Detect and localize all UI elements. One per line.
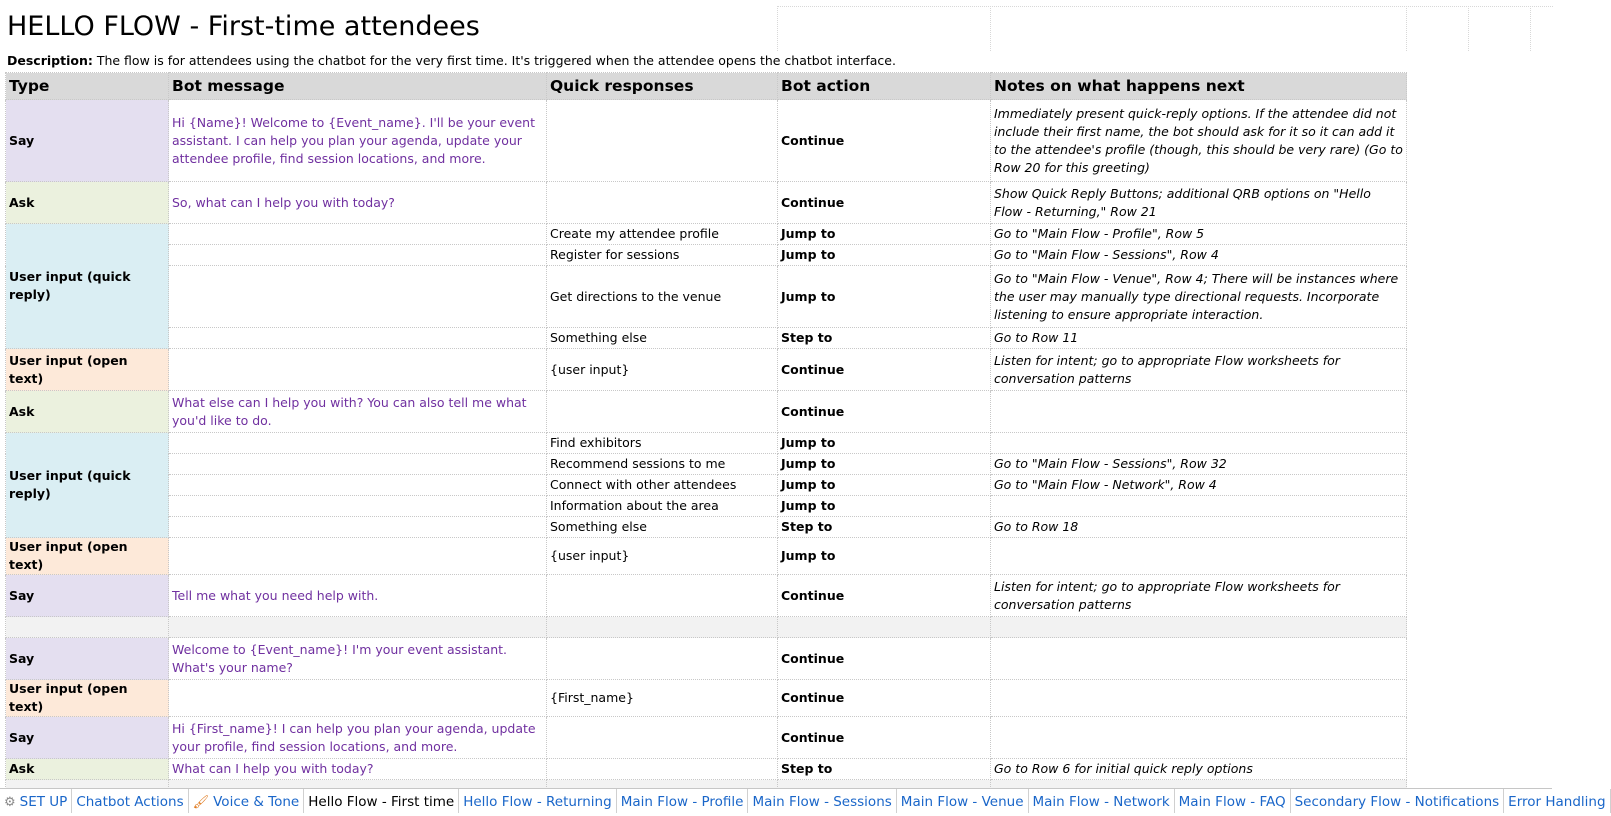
tab-main-flow-network[interactable] xyxy=(1029,789,1175,813)
tab-chatbot-actions[interactable] xyxy=(72,789,188,813)
tab-hello-flow-first-time[interactable] xyxy=(304,789,459,813)
table-row xyxy=(6,475,1407,496)
tab-main-flow-profile[interactable] xyxy=(617,789,749,813)
table-row xyxy=(6,182,1407,224)
type-cell[interactable]: Say xyxy=(6,575,169,617)
empty-cell[interactable] xyxy=(991,617,1407,638)
table-row xyxy=(6,245,1407,266)
bot-action-cell[interactable]: Step to xyxy=(778,328,991,349)
bot-message-cell[interactable]: Hi {Name}! Welcome to {Event_name}. I'll be your event assistant. I can help you plan your agenda, update your attendee profile, find session locations, and more. xyxy=(169,100,547,182)
quick-response-cell[interactable]: {user input} xyxy=(547,538,778,575)
gear-icon: ⚙ xyxy=(4,795,16,810)
tab-hello-flow-returning[interactable] xyxy=(459,789,616,813)
tab-error-handling[interactable] xyxy=(1504,789,1610,813)
type-cell[interactable]: Ask xyxy=(6,759,169,780)
quick-response-cell[interactable]: {user input} xyxy=(547,349,778,391)
type-cell[interactable]: User input (open text) xyxy=(6,349,169,391)
bot-action-cell[interactable]: Jump to xyxy=(778,245,991,266)
empty-cell[interactable] xyxy=(169,617,547,638)
notes-cell[interactable] xyxy=(991,433,1407,454)
grid-cell[interactable] xyxy=(990,6,1407,51)
quick-response-cell[interactable]: Find exhibitors xyxy=(547,433,778,454)
quick-response-cell[interactable] xyxy=(547,717,778,759)
table-row xyxy=(6,224,1407,245)
bot-message-cell[interactable] xyxy=(169,266,547,328)
notes-cell[interactable] xyxy=(991,638,1407,680)
table-row xyxy=(6,100,1407,182)
bot-message-cell[interactable]: Tell me what you need help with. xyxy=(169,575,547,617)
bot-message-cell[interactable] xyxy=(169,454,547,475)
empty-cell[interactable] xyxy=(547,617,778,638)
empty-cell[interactable] xyxy=(778,617,991,638)
bot-action-cell[interactable]: Continue xyxy=(778,391,991,433)
table-row xyxy=(6,454,1407,475)
notes-cell[interactable] xyxy=(991,391,1407,433)
tab-label: Voice & Tone xyxy=(213,794,300,810)
table-row xyxy=(6,517,1407,538)
quick-response-cell[interactable]: Get directions to the venue xyxy=(547,266,778,328)
notes-cell[interactable]: Go to Row 18 xyxy=(991,517,1407,538)
header-quick-responses[interactable]: Quick responses xyxy=(547,73,778,100)
quick-response-cell[interactable]: Connect with other attendees xyxy=(547,475,778,496)
tab-label: Secondary Flow - Notifications xyxy=(1294,794,1500,810)
notes-cell[interactable]: Go to "Main Flow - Venue", Row 4; There will be instances where the user may manually type directional requests. Incorporate listening to ensure appropriate interaction. xyxy=(991,266,1407,328)
tab-main-flow-venue[interactable] xyxy=(897,789,1029,813)
tab-label: Hello Flow - Returning xyxy=(463,794,612,810)
bot-message-cell[interactable] xyxy=(169,328,547,349)
header-bot-message[interactable]: Bot message xyxy=(169,73,547,100)
grid-cell[interactable] xyxy=(1530,6,1553,51)
table-row xyxy=(6,638,1407,680)
type-cell[interactable]: User input (quick reply) xyxy=(6,224,169,349)
bot-action-cell[interactable]: Continue xyxy=(778,182,991,224)
quick-response-cell[interactable]: Something else xyxy=(547,517,778,538)
tab-set-up[interactable] xyxy=(0,789,72,813)
tab-voice-and-tone[interactable] xyxy=(189,789,305,813)
bot-action-cell[interactable]: Continue xyxy=(778,680,991,717)
quick-response-cell[interactable] xyxy=(547,182,778,224)
bot-action-cell[interactable]: Continue xyxy=(778,717,991,759)
header-type[interactable]: Type xyxy=(6,73,169,100)
header-notes[interactable]: Notes on what happens next xyxy=(991,73,1407,100)
quick-response-cell[interactable] xyxy=(547,391,778,433)
header-row xyxy=(6,73,1407,100)
notes-cell[interactable] xyxy=(991,717,1407,759)
type-cell[interactable]: User input (quick reply) xyxy=(6,433,169,538)
bot-action-cell[interactable]: Jump to xyxy=(778,538,991,575)
bot-message-cell[interactable]: So, what can I help you with today? xyxy=(169,182,547,224)
bot-message-cell[interactable]: What can I help you with today? xyxy=(169,759,547,780)
notes-cell[interactable]: Listen for intent; go to appropriate Flow worksheets for conversation patterns xyxy=(991,349,1407,391)
bot-message-cell[interactable] xyxy=(169,349,547,391)
title-row xyxy=(0,0,1552,50)
description-text: The flow is for attendees using the chatbot for the very first time. It's triggered when the attendee opens the chatbot interface. xyxy=(92,53,896,68)
page-title[interactable]: HELLO FLOW - First-time attendees xyxy=(7,11,480,42)
table-row xyxy=(6,349,1407,391)
type-cell[interactable]: Say xyxy=(6,100,169,182)
table-row xyxy=(6,717,1407,759)
bot-action-cell[interactable]: Jump to xyxy=(778,266,991,328)
empty-cell[interactable] xyxy=(6,617,169,638)
type-cell[interactable]: Ask xyxy=(6,391,169,433)
type-cell[interactable]: User input (open text) xyxy=(6,680,169,717)
bot-action-cell[interactable]: Jump to xyxy=(778,496,991,517)
tab-label: Main Flow - Venue xyxy=(900,794,1024,810)
grid-cell[interactable] xyxy=(1406,6,1469,51)
header-bot-action[interactable]: Bot action xyxy=(778,73,991,100)
bot-message-cell[interactable] xyxy=(169,475,547,496)
bot-action-cell[interactable]: Step to xyxy=(778,759,991,780)
tab-secondary-flow-notifications[interactable] xyxy=(1291,789,1505,813)
tab-label: Main Flow - Sessions xyxy=(752,794,892,810)
bot-message-cell[interactable] xyxy=(169,224,547,245)
bot-message-cell[interactable] xyxy=(169,496,547,517)
bot-action-cell[interactable]: Continue xyxy=(778,575,991,617)
type-cell[interactable]: Ask xyxy=(6,182,169,224)
tab-label: Main Flow - Profile xyxy=(620,794,744,810)
notes-cell[interactable]: Show Quick Reply Buttons; additional QRB options on "Hello Flow - Returning," Row 21 xyxy=(991,182,1407,224)
type-cell[interactable]: User input (open text) xyxy=(6,538,169,575)
table-row xyxy=(6,433,1407,454)
tab-label: Hello Flow - First time xyxy=(308,794,455,810)
quick-response-cell[interactable] xyxy=(547,100,778,182)
quick-response-cell[interactable]: Register for sessions xyxy=(547,245,778,266)
grid-cell[interactable] xyxy=(777,6,991,51)
bot-message-cell[interactable] xyxy=(169,245,547,266)
type-cell[interactable]: Say xyxy=(6,717,169,759)
bot-message-cell[interactable] xyxy=(169,538,547,575)
tab-main-flow-faq[interactable] xyxy=(1175,789,1291,813)
notes-cell[interactable]: Immediately present quick-reply options. If the attendee did not include their first name, the bot should ask for it so it can add it to the attendee's profile (though, this should be very rare) (Go to Row 20 for this greeting) xyxy=(991,100,1407,182)
empty-row xyxy=(6,617,1407,638)
bot-action-cell[interactable]: Jump to xyxy=(778,454,991,475)
bot-action-cell[interactable]: Jump to xyxy=(778,224,991,245)
tab-label: Main Flow - Network xyxy=(1032,794,1170,810)
table-row xyxy=(6,266,1407,328)
notes-cell[interactable]: Go to "Main Flow - Profile", Row 5 xyxy=(991,224,1407,245)
tab-label: Main Flow - FAQ xyxy=(1178,794,1286,810)
notes-cell[interactable]: Go to "Main Flow - Network", Row 4 xyxy=(991,475,1407,496)
table-row xyxy=(6,496,1407,517)
quick-response-cell[interactable]: Recommend sessions to me xyxy=(547,454,778,475)
table-row xyxy=(6,538,1407,575)
description[interactable] xyxy=(7,53,896,69)
tab-label: Chatbot Actions xyxy=(76,794,184,810)
bot-message-cell[interactable] xyxy=(169,517,547,538)
bot-action-cell[interactable]: Continue xyxy=(778,349,991,391)
flow-table xyxy=(5,72,1407,801)
quick-response-cell[interactable]: Information about the area xyxy=(547,496,778,517)
bot-message-cell[interactable]: Welcome to {Event_name}! I'm your event assistant. What's your name? xyxy=(169,638,547,680)
bot-action-cell[interactable]: Jump to xyxy=(778,475,991,496)
bot-action-cell[interactable]: Continue xyxy=(778,100,991,182)
paintbrush-icon: 🖌 xyxy=(192,795,210,810)
quick-response-cell[interactable]: Create my attendee profile xyxy=(547,224,778,245)
notes-cell[interactable]: Go to Row 11 xyxy=(991,328,1407,349)
table-row xyxy=(6,680,1407,717)
quick-response-cell[interactable] xyxy=(547,575,778,617)
table-row xyxy=(6,759,1407,780)
bot-message-cell[interactable]: Hi {First_name}! I can help you plan your agenda, update your profile, find session locations, and more. xyxy=(169,717,547,759)
grid-cell[interactable] xyxy=(1468,6,1531,51)
quick-response-cell[interactable] xyxy=(547,759,778,780)
notes-cell[interactable] xyxy=(991,680,1407,717)
quick-response-cell[interactable]: Something else xyxy=(547,328,778,349)
tab-main-flow-sessions[interactable] xyxy=(748,789,896,813)
table-row xyxy=(6,575,1407,617)
tab-label: SET UP xyxy=(19,794,68,810)
bot-message-cell[interactable]: What else can I help you with? You can also tell me what you'd like to do. xyxy=(169,391,547,433)
table-row xyxy=(6,391,1407,433)
quick-response-cell[interactable]: {First_name} xyxy=(547,680,778,717)
bot-action-cell[interactable]: Step to xyxy=(778,517,991,538)
description-label: Description: xyxy=(7,53,93,68)
tab-label: Error Handling xyxy=(1508,794,1606,810)
notes-cell[interactable]: Listen for intent; go to appropriate Flow worksheets for conversation patterns xyxy=(991,575,1407,617)
type-cell[interactable]: Say xyxy=(6,638,169,680)
notes-cell[interactable] xyxy=(991,496,1407,517)
bot-action-cell[interactable]: Continue xyxy=(778,638,991,680)
bot-message-cell[interactable] xyxy=(169,680,547,717)
bot-message-cell[interactable] xyxy=(169,433,547,454)
sheet-tab-bar xyxy=(0,788,1606,813)
quick-response-cell[interactable] xyxy=(547,638,778,680)
notes-cell[interactable]: Go to Row 6 for initial quick reply options xyxy=(991,759,1407,780)
table-row xyxy=(6,328,1407,349)
notes-cell[interactable]: Go to "Main Flow - Sessions", Row 32 xyxy=(991,454,1407,475)
bot-action-cell[interactable]: Jump to xyxy=(778,433,991,454)
notes-cell[interactable]: Go to "Main Flow - Sessions", Row 4 xyxy=(991,245,1407,266)
notes-cell[interactable] xyxy=(991,538,1407,575)
